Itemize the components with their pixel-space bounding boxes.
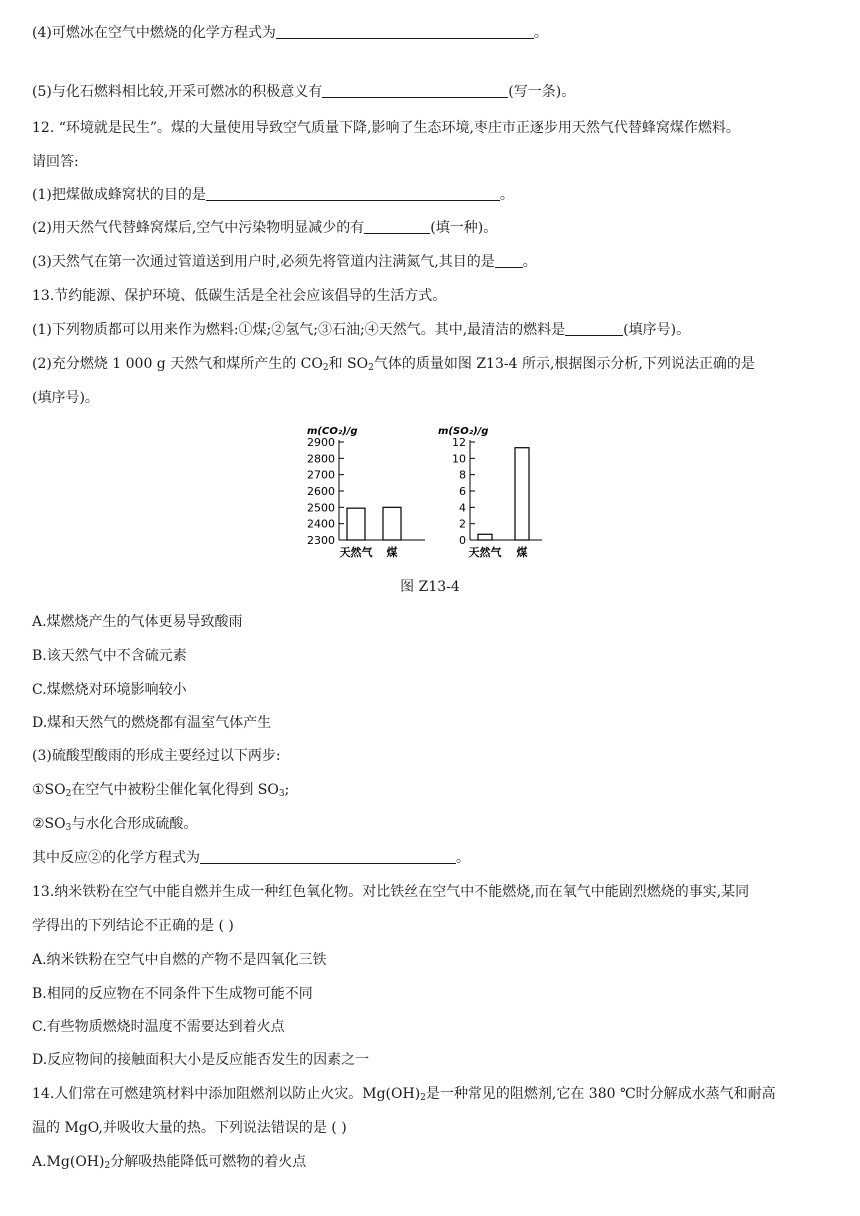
chart2-bar [515,448,529,540]
option-a: A.纳米铁粉在空气中自燃的产物不是四氧化三铁 [32,952,327,968]
chart1-category-label: 天然气 [339,546,373,559]
chart1-bar [347,508,365,540]
chart2-bar [478,534,492,540]
chart1-category-label: 煤 [386,546,398,559]
chart1-tick-label: 2500 [307,501,335,515]
q13b-stem-line1: 13.纳米铁粉在空气中能自燃并生成一种红色氧化物。对比铁丝在空气中不能燃烧,而在氧气中能剧烈燃烧的事实,某同 [32,884,750,900]
q12-part3: (3)天然气在第一次通过管道送到用户时,必须先将管道内注满氮气,其目的是 。 [32,254,537,270]
q12-part2: (2)用天然气代替蜂窝煤后,空气中污染物明显减少的有 (填一种)。 [32,220,498,236]
answer-blank[interactable] [276,24,534,39]
answer-blank[interactable] [364,219,430,234]
q14-stem-line2: 温的 MgO,并吸收大量的热。下列说法错误的是 ( ) [32,1120,347,1136]
option-a: $A.Mg(OH)_2$分解吸热能降低可燃物的着火点 [32,1154,307,1171]
answer-blank[interactable] [565,321,623,336]
chart1-tick-label: 2300 [307,534,335,547]
q13-part3-equation: 其中反应②的化学方程式为 。 [32,850,470,866]
chart1-bar [383,507,401,540]
chart1-tick-label: 2400 [307,517,335,531]
chart2-tick-label: 4 [459,501,466,515]
q13-step2: $②SO_3$与水化合形成硫酸。 [32,816,198,833]
q13-stem: 13.节约能源、保护环境、低碳生活是全社会应该倡导的生活方式。 [32,288,447,304]
q11-part4: (4)可燃冰在空气中燃烧的化学方程式为 。 [32,25,548,41]
answer-blank[interactable] [206,186,500,201]
chart1-tick-label: 2900 [307,436,335,449]
chart2-category-label: 煤 [516,546,528,559]
option-d: D.煤和天然气的燃烧都有温室气体产生 [32,715,272,731]
figure-z13-4 [0,420,860,580]
option-a: A.煤燃烧产生的气体更易导致酸雨 [32,614,243,630]
chart1-tick-label: 2700 [307,468,335,482]
option-b: B.相同的反应物在不同条件下生成物可能不同 [32,986,313,1002]
q14-stem-line1: 14.人们常在可燃建筑材料中添加阻燃剂以防止火灾。$Mg(OH)_2$是一种常见的阻燃剂,它在 380 ℃时分解成水蒸气和耐高 [32,1086,776,1103]
q12-stem-line2: 请回答: [32,154,79,170]
q12-part1: (1)把煤做成蜂窝状的目的是 。 [32,187,514,203]
chart1-ylabel: m(CO₂)/g [307,426,358,437]
q13-step1: $①SO_2$在空气中被粉尘催化氧化得到 $SO_3$; [32,782,290,799]
q13b-stem-line2: 学得出的下列结论不正确的是 ( ) [32,918,234,934]
q12-stem-line1: 12. “环境就是民生”。煤的大量使用导致空气质量下降,影响了生态环境,枣庄市正逐步用天然气代替蜂窝煤作燃料。 [32,120,740,136]
q13-part1: (1)下列物质都可以用来作为燃料:①煤;②氢气;③石油;④天然气。其中,最清洁的燃料是 (填序号)。 [32,322,691,338]
answer-blank[interactable] [322,83,508,98]
figure-caption: 图 Z13-4 [400,579,460,595]
q13-part2-line2: (填序号)。 [32,390,99,406]
chart2-tick-label: 8 [459,468,466,482]
chart1-tick-label: 2800 [307,452,335,466]
answer-blank[interactable] [200,849,456,864]
option-b: B.该天然气中不含硫元素 [32,648,187,664]
option-c: C.有些物质燃烧时温度不需要达到着火点 [32,1019,285,1035]
q11-part5: (5)与化石燃料相比较,开采可燃冰的积极意义有 (写一条)。 [32,84,576,100]
chart2-tick-label: 6 [459,485,466,498]
chart2-category-label: 天然气 [468,546,502,559]
chart2-tick-label: 12 [452,436,466,449]
option-d: D.反应物间的接触面积大小是反应能否发生的因素之一 [32,1052,370,1068]
chart2-tick-label: 10 [452,452,466,466]
chart2-tick-label: 2 [459,517,466,531]
chart2-tick-label: 0 [459,534,466,547]
chart2-ylabel: m(SO₂)/g [438,426,489,437]
q13-part2-line1: (2)充分燃烧 1 000 g 天然气和煤所产生的 $CO_2$和 $SO_2$气体的质量如图 Z13-4 所示,根据图示分析,下列说法正确的是 [32,356,755,373]
q13-part3-intro: (3)硫酸型酸雨的形成主要经过以下两步: [32,748,281,764]
answer-blank[interactable] [495,253,523,268]
option-c: C.煤燃烧对环境影响较小 [32,682,187,698]
chart1-tick-label: 2600 [307,485,335,498]
